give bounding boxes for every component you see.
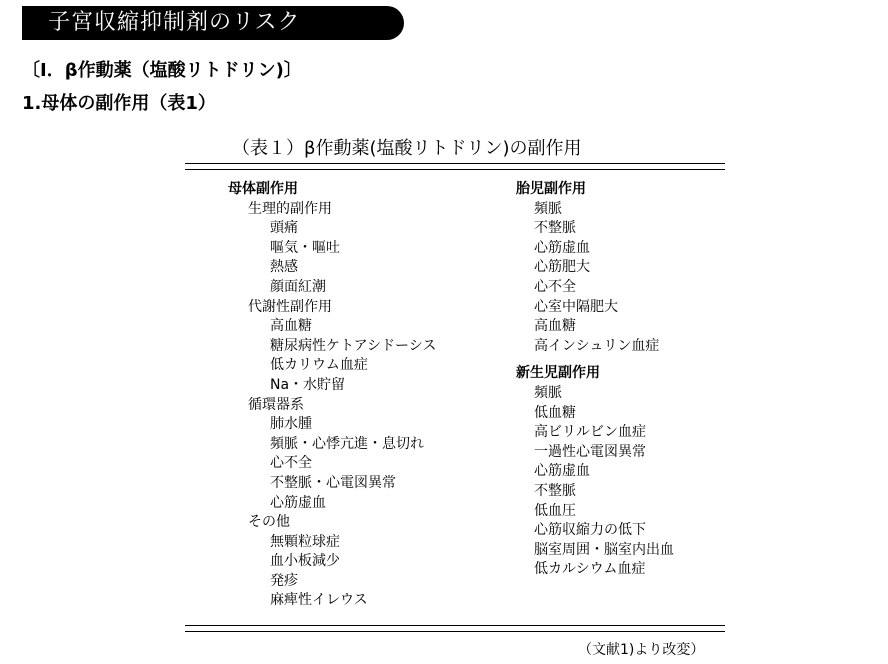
- list-item: 発疹: [270, 572, 298, 589]
- list-item: 高血糖: [534, 318, 576, 335]
- group-label: 代謝性副作用: [248, 298, 332, 315]
- list-item: 低血圧: [534, 502, 576, 519]
- list-item: 心室中隔肥大: [534, 298, 618, 315]
- list-item: 一過性心電図異常: [534, 443, 646, 460]
- list-item: 心不全: [534, 278, 576, 295]
- subsection-heading: 〔Ⅰ．β作動薬（塩酸リトドリン)〕: [22, 60, 302, 81]
- section-banner: 子宮収縮抑制剤のリスク: [22, 6, 404, 40]
- group-label: 生理的副作用: [248, 200, 332, 217]
- list-item: 頻脈: [534, 384, 562, 401]
- list-item: 血小板減少: [270, 553, 340, 570]
- list-item: 麻痺性イレウス: [270, 592, 368, 609]
- list-item: 低カリウム血症: [270, 357, 368, 374]
- group-label: 循環器系: [248, 396, 304, 413]
- list-item: 高ビリルビン血症: [534, 424, 646, 441]
- list-item: 高血糖: [270, 318, 312, 335]
- list-item: 肺水腫: [270, 416, 312, 433]
- maternal-title: 母体副作用: [228, 181, 298, 197]
- table-top-rule: [185, 163, 725, 164]
- list-item: 心筋虚血: [270, 494, 326, 511]
- list-item: 無顆粒球症: [270, 533, 340, 550]
- list-item: 不整脈: [534, 220, 576, 237]
- list-item: Na・水貯留: [270, 376, 346, 393]
- list-item: 低カルシウム血症: [534, 561, 646, 578]
- list-item: 顔面紅潮: [270, 278, 326, 295]
- topic-heading: 1.母体の副作用（表1）: [22, 93, 216, 114]
- list-item: 熱感: [270, 259, 298, 276]
- table-bottom-rule-inner: [185, 631, 725, 632]
- list-item: 心筋虚血: [534, 463, 590, 480]
- group-label: その他: [248, 514, 290, 531]
- table-bottom-rule: [185, 625, 725, 626]
- maternal-side-effects-column: [228, 180, 436, 611]
- list-item: 不整脈: [534, 482, 576, 499]
- list-item: 不整脈・心電図異常: [270, 474, 396, 491]
- list-item: 嘔気・嘔吐: [270, 239, 340, 256]
- list-item: 心筋収縮力の低下: [534, 522, 646, 539]
- fetal-title: 胎児副作用: [516, 181, 586, 197]
- neonatal-title: 新生児副作用: [516, 365, 600, 382]
- list-item: 頻脈: [534, 200, 562, 217]
- list-item: 高インシュリン血症: [534, 337, 660, 354]
- list-item: 頭痛: [270, 220, 298, 237]
- list-item: 頻脈・心悸亢進・息切れ: [270, 435, 424, 452]
- source-note: （文献1)より改変）: [578, 642, 705, 658]
- fetal-neonatal-side-effects-column: [516, 180, 674, 580]
- list-item: 糖尿病性ケトアシドーシス: [270, 337, 437, 354]
- list-item: 脳室周囲・脳室内出血: [534, 541, 674, 558]
- list-item: 心筋肥大: [534, 259, 590, 276]
- list-item: 低血糖: [534, 404, 576, 421]
- table-top-rule-inner: [185, 169, 725, 170]
- list-item: 心不全: [270, 455, 312, 472]
- list-item: 心筋虚血: [534, 239, 590, 256]
- table-title: （表１）β作動薬(塩酸リトドリン)の副作用: [232, 138, 582, 159]
